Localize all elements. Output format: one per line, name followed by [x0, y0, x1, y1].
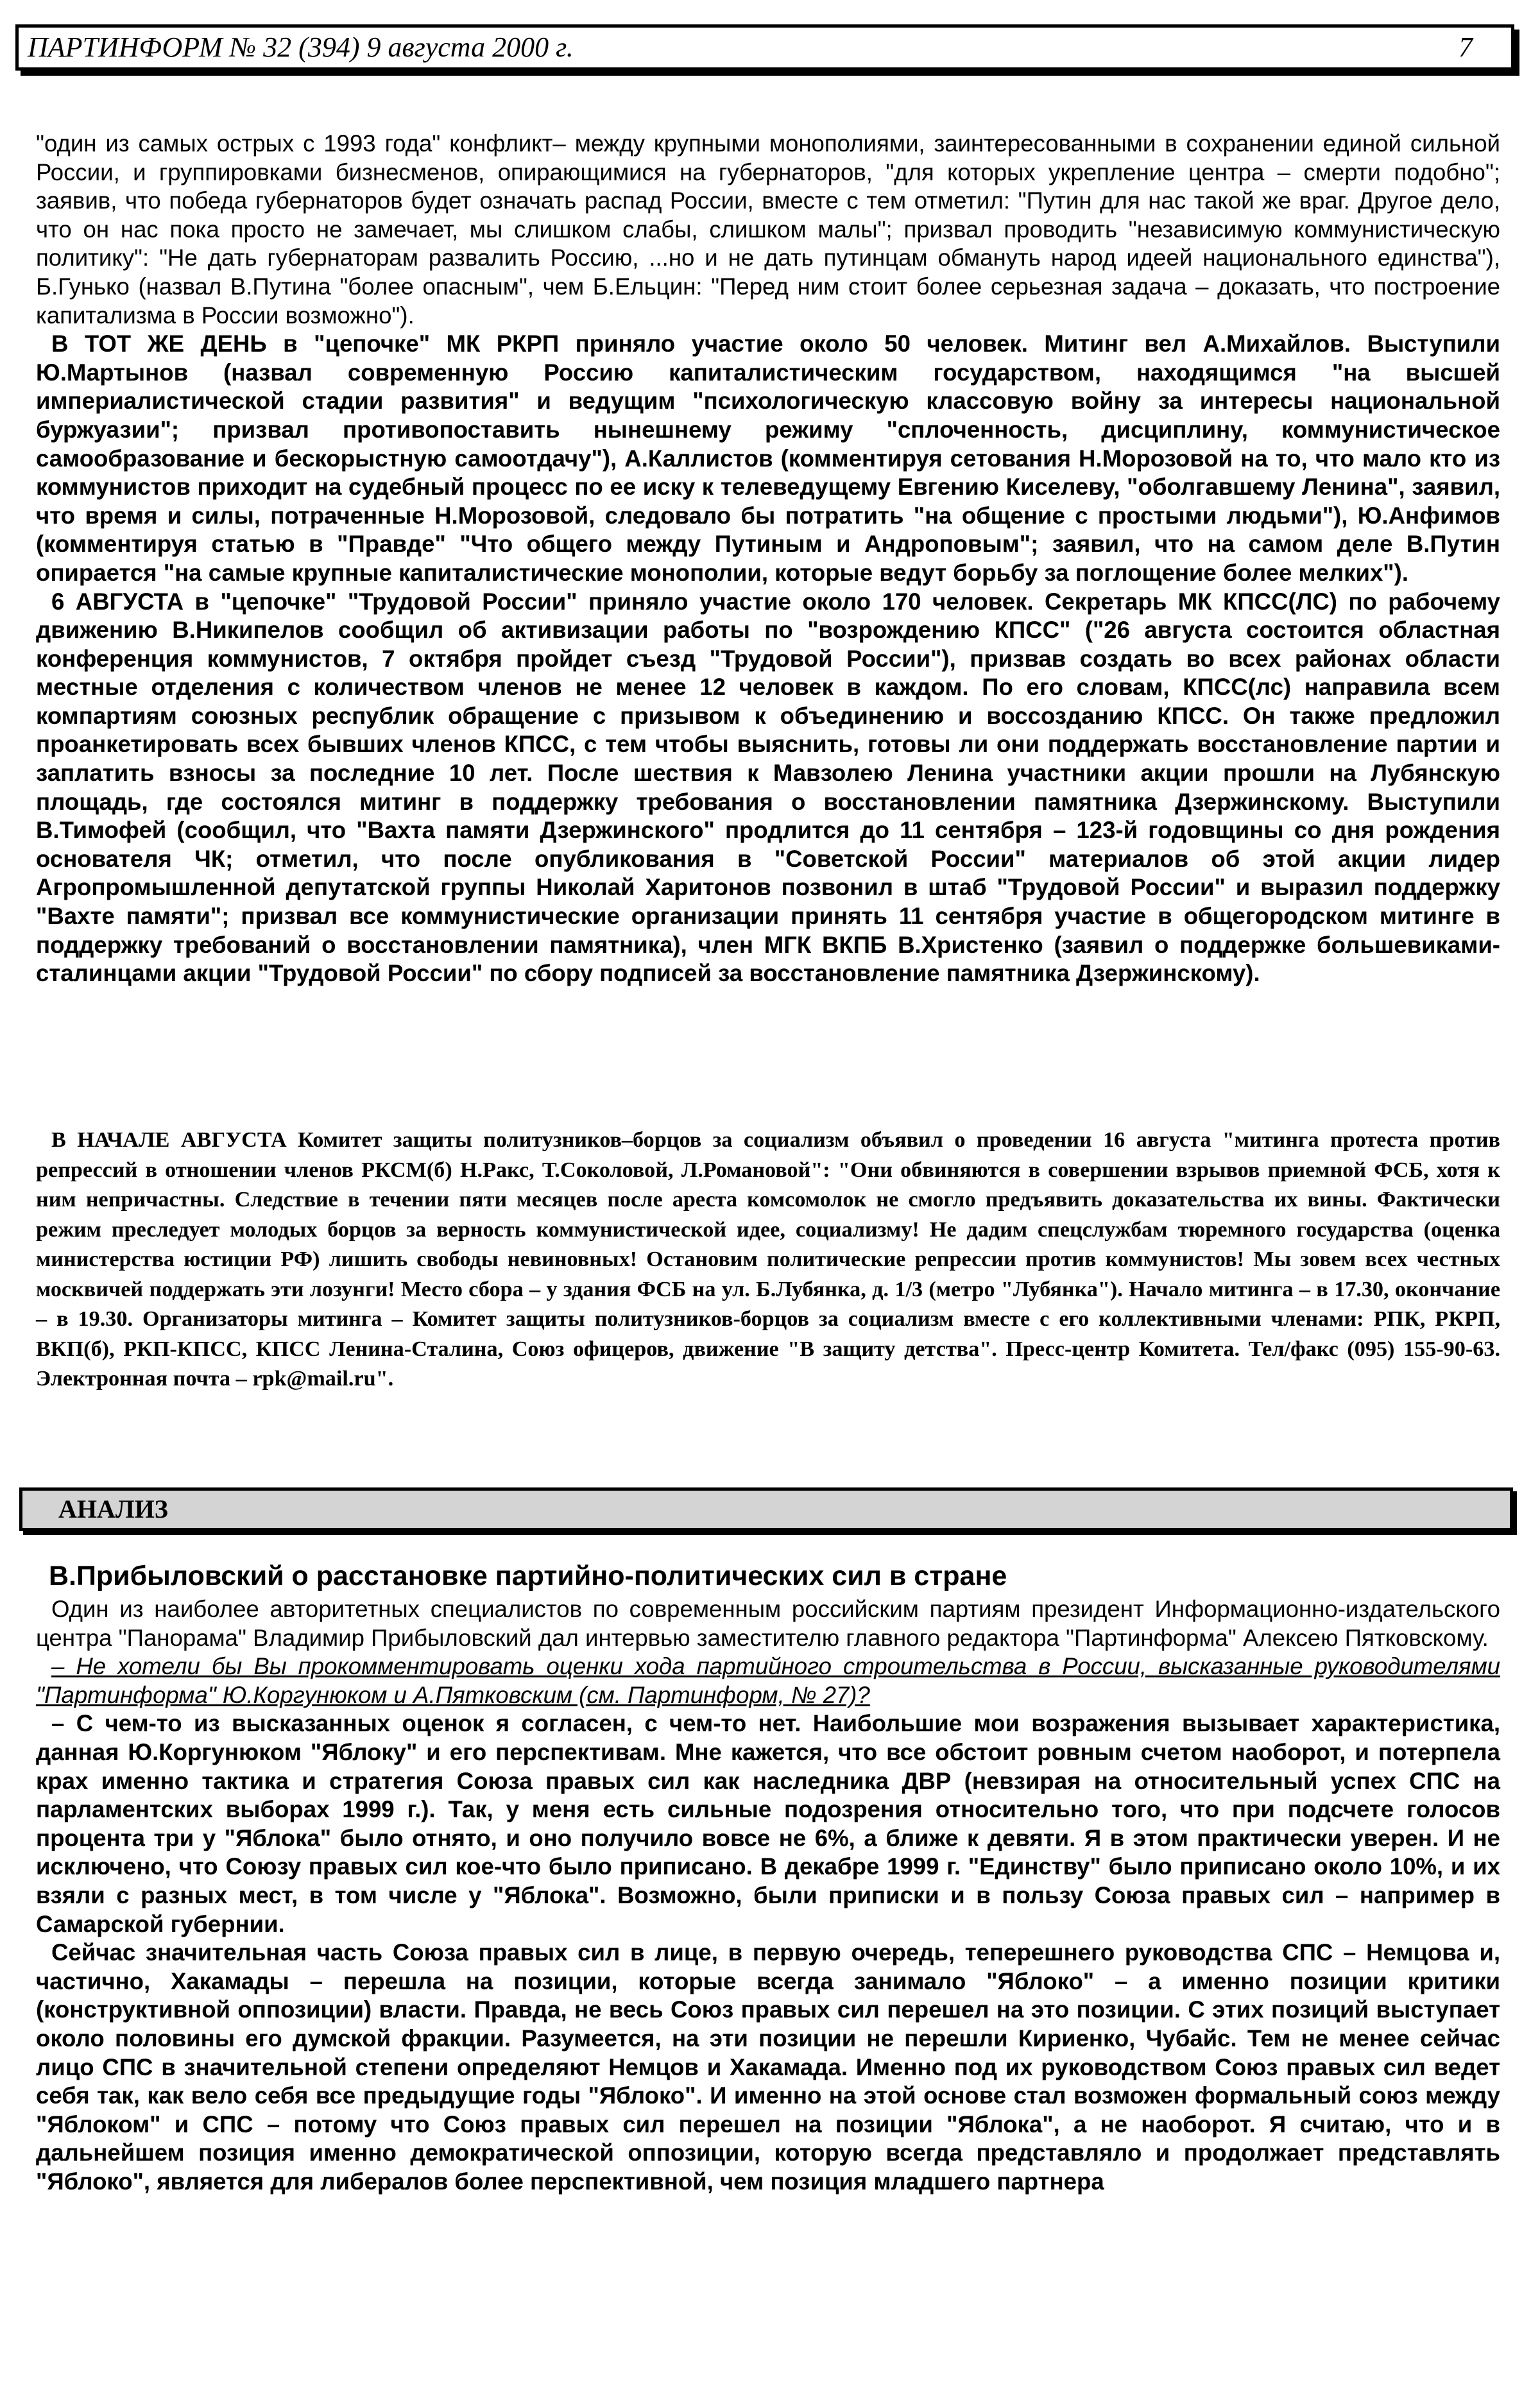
- interview-answer-2: Сейчас значительная часть Союза правых сил в лице, в первую очередь, теперешнего руководства СПС – Немцова и, частично, Хакамады – перешла на позиции, которые всегда занимало "Яблоко" – а именно позиции критики (конструктивной оппозиции) власти. Правда, не весь Союз правых сил перешел на это позиции. С этих позиций выступает около половины его думской фракции. Разумеется, на эти позиции не перешли Кириенко, Чубайс. Тем не менее сейчас лицо СПС в значительной степени определяют Немцов и Хакамада. Именно под их руководством Союз правых сил ведет себя так, как вело себя все предыдущие годы "Яблоко". И именно на этой основе стал возможен формальный союз между "Яблоком" и СПС – потому что Союз правых сил перешел на позиции "Яблока", а не наоборот. Я считаю, что и в дальнейшем позиция именно демократической оппозиции, которую всегда представляло и продолжает представлять "Яблоко", является для либералов более перспективной, чем позиция младшего партнера: [36, 1939, 1500, 2195]
- page-number: 7: [1459, 31, 1473, 63]
- august-6-paragraph: 6 АВГУСТА в "цепочке" "Трудовой России" приняло участие около 170 человек. Секретарь МК КПСС(ЛС) по рабочему движению В.Никипелов сообщил об активизации работы по "возрождению КПСС" ("26 августа состоится областная конференция коммунистов, 7 октября пройдет съезд "Трудовой России"), призвав создать во всех районах области местные отделения с количеством членов не менее 12 человек в каждом. По его словам, КПСС(лс) направила всем компартиям союзных республик обращение с призывом к объединению и воссозданию КПСС. Он также предложил проанкетировать всех бывших членов КПСС, с тем чтобы выяснить, готовы ли они поддержать восстановление партии и заплатить взносы за последние 10 лет. После шествия к Мавзолею Ленина участники акции прошли на Лубянскую площадь, где состоялся митинг в поддержку требования о восстановлении памятника Дзержинскому. Выступили В.Тимофей (сообщил, что "Вахта памяти Дзержинского" продлится до 11 сентября – 123-й годовщины со дня рождения основателя ЧК; отметил, что после опубликования в "Советской России" материалов об этой акции лидер Агропромышленной депутатской группы Николай Харитонов позвонил в штаб "Трудовой России" и выразил поддержку "Вахте памяти"; призвал все коммунистические организации принять 11 сентября участие в общегородском митинге в поддержку требований о восстановлении памятника), член МГК ВКПБ В.Христенко (заявил о поддержке большевиками-сталинцами акции "Трудовой России" по сбору подписей за восстановление памятника Дзержинскому).: [36, 588, 1500, 987]
- interview-answer-1: – С чем-то из высказанных оценок я согласен, с чем-то нет. Наибольшие мои возражения вызывает характеристика, данная Ю.Коргунюком "Яблоку" и его перспективам. Мне кажется, что все обстоит ровным счетом наоборот, и потерпела крах именно тактика и стратегия Союза правых сил как наследника ДВР (невзирая на относительный успех СПС на парламентских выборах 1999 г.). Так, у меня есть сильные подозрения относительно того, что при подсчете голосов процента три у "Яблока" было отнято, и оно получило вовсе не 6%, а ближе к девяти. Я в этом практически уверен. И не исключено, что Союзу правых сил кое-что было приписано. В декабре 1999 г. "Единству" было приписано около 10%, и их взяли с разных мест, в том числе у "Яблока". Возможно, были приписки и в пользу Союза правых сил – например в Самарской губернии.: [36, 1710, 1500, 1937]
- section-label: АНАЛИЗ: [58, 1495, 168, 1523]
- interview-question: – Не хотели бы Вы прокомментировать оценки хода партийного строительства в России, высказанные руководителями "Партинформа" Ю.Коргунюком и А.Пятковским (см. Партинформ, № 27)?: [36, 1653, 1500, 1708]
- intro-paragraph: "один из самых острых с 1993 года" конфликт– между крупными монополиями, заинтересованными в сохранении единой сильной России, и группировками бизнесменов, опирающимися на губернаторов, "для которых укрепление центра – смерти подобно"; заявив, что победа губернаторов будет означать распад России, вместе с тем отметил: "Путин для нас такой же враг. Другое дело, что он нас пока просто не замечает, мы слишком слабы, слишком малы"; призвал проводить "независимую коммунистическую политику": "Не дать губернаторам развалить Россию, ...но и не дать путинцам обмануть народ идеей национального единства"), Б.Гунько (назвал В.Путина "более опасным", чем Б.Ельцин: "Перед ним стоит более серьезная задача – доказать, что построение капитализма в России возможно").: [36, 130, 1500, 329]
- section-banner: [19, 1487, 1513, 1531]
- article-body: [36, 1595, 1500, 2196]
- article-headline: В.Прибыловский о расстановке партийно-политических сил в стране: [49, 1561, 1007, 1591]
- notice-paragraph: В НАЧАЛЕ АВГУСТА Комитет защиты политузников–борцов за социализм объявил о проведении 16 августа "митинга протеста против репрессий в отношении членов РКСМ(б) Н.Ракс, Т.Соколовой, Л.Романовой": "Они обвиняются в совершении взрывов приемной ФСБ, хотя к ним непричастны. Следствие в течении пяти месяцев после ареста комсомолок не смогло предъявить доказательства их вины. Фактически режим преследует молодых борцов за верность коммунистической идее, социализму! Не дадим спецслужбам тюремного государства (оценка министерства юстиции РФ) лишить свободы невиновных! Остановим политические репрессии против коммунистов! Мы зовем всех честных москвичей поддержать эти лозунги! Место сбора – у здания ФСБ на ул. Б.Лубянка, д. 1/3 (метро "Лубянка"). Начало митинга – в 17.30, окончание – в 19.30. Организаторы митинга – Комитет защиты политузников-борцов за социализм вместе с его коллективными членами: РПК, РКРП, ВКП(б), РКП-КПСС, КПСС Ленина-Сталина, Союз офицеров, движение "В защиту детства". Пресс-центр Комитета. Тел/факс (095) 155-90-63. Электронная почта – rpk@mail.ru".: [36, 1128, 1500, 1391]
- notice-block: [36, 1126, 1500, 1394]
- same-day-paragraph: В ТОТ ЖЕ ДЕНЬ в "цепочке" МК РКРП приняло участие около 50 человек. Митинг вел А.Михайлов. Выступили Ю.Мартынов (назвал современную Россию капиталистическим государством, находящимся "на высшей империалистической стадии развития" и ведущим "психологическую классовую войну за интересы национальной буржуазии"; призвал противопоставить нынешнему режиму "сплоченность, дисциплину, коммунистическое самообразование и бескорыстную самоотдачу"), А.Каллистов (комментируя сетования Н.Морозовой на то, что мало кто из коммунистов приходит на судебный процесс по ее иску к телеведущему Евгению Киселеву, "оболгавшему Ленина", заявил, что время и силы, потраченные Н.Морозовой, следовало бы потратить "на общение с простыми людьми"), Ю.Анфимов (комментируя статью в "Правде" "Что общего между Путиным и Андроповым"; заявил, что на самом деле В.Путин опирается "на самые крупные капиталистические монополии, которые ведут борьбу за поглощение более мелких").: [36, 330, 1500, 586]
- header-title: ПАРТИНФОРМ № 32 (394) 9 августа 2000 г.: [28, 31, 574, 63]
- article-lead: Один из наиболее авторитетных специалистов по современным российским партиям президент Информационно-издательского центра "Панорама" Владимир Прибыловский дал интервью заместителю главного редактора "Партинформа" Алексею Пятковскому.: [36, 1596, 1500, 1651]
- news-column: [36, 130, 1500, 988]
- page-header: [15, 24, 1514, 71]
